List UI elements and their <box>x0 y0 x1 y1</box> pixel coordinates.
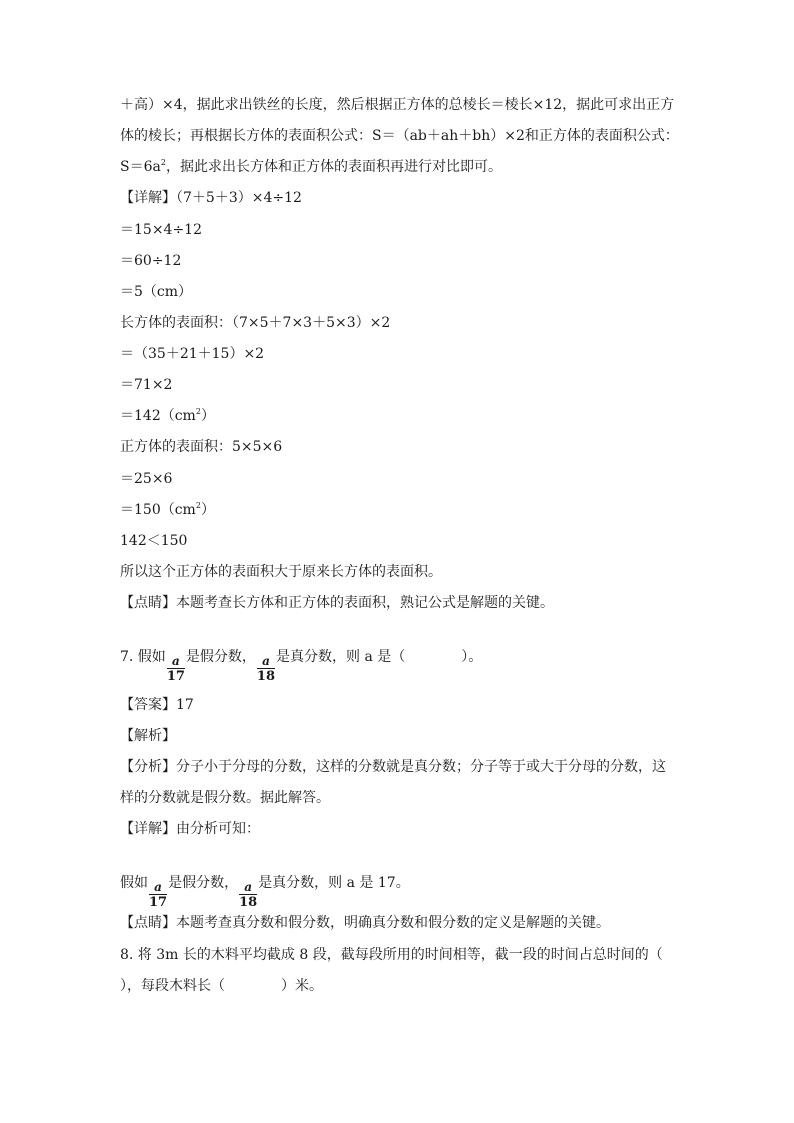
analysis-heading: 【解析】 <box>120 728 176 744</box>
fraction-a-over-17: $\frac{a}{17}$ <box>166 654 185 684</box>
text-line: 正方体的表面积：5×5×6 <box>120 439 283 455</box>
text-line: 长方体的表面积：（7×5＋7×3＋5×3）×2 <box>120 315 391 331</box>
fraction-a-over-18: $\frac{a}{18}$ <box>256 654 275 684</box>
fraction-a-over-18: $\frac{a}{18}$ <box>239 880 258 910</box>
text-line: 【点睛】本题考查长方体和正方体的表面积，熟记公式是解题的关键。 <box>120 595 554 611</box>
text-line: ＝60÷12 <box>120 253 182 269</box>
fraction-a-over-17: $\frac{a}{17}$ <box>149 880 168 910</box>
comment-line: 【点睛】本题考查真分数和假分数，明确真分数和假分数的定义是解题的关键。 <box>120 915 610 931</box>
text-line: 【分析】分子小于分母的分数，这样的分数就是真分数；分子等于或大于分母的分数，这 <box>120 759 666 775</box>
text-line: 142＜150 <box>120 533 188 549</box>
text-line: $=142(cm^2)$ <box>120 407 215 424</box>
detail-line: 假如 $\frac{a}{17}$ 是假分数， $\frac{a}{18}$ 是真分数，则 a 是 17。 <box>120 875 410 910</box>
text-line: 体的棱长；再根据长方体的表面积公式：S＝（ab＋ah＋bh）×2和正方体的表面积公式： <box>120 128 679 144</box>
text-line: $S=6a^2$，据此求出长方体和正方体的表面积再进行对比即可。 <box>120 158 502 175</box>
text-line: ＝25×6 <box>120 471 173 487</box>
text-line: 所以这个正方体的表面积大于原来长方体的表面积。 <box>120 564 442 580</box>
text-line: 【详解】（7＋5＋3）×4÷12 <box>120 190 302 206</box>
question-8: 8. 将 3m 长的木料平均截成 8 段，截每段所用的时间相等，截一段的时间占总时间的（ <box>120 947 663 963</box>
text-line: ＝15×4÷12 <box>120 222 202 238</box>
text-line: ＝（35＋21＋15）×2 <box>120 346 265 362</box>
text-line: ＋高）×4，据此求出铁丝的长度，然后根据正方体的总棱长＝棱长×12，据此可求出正方 <box>120 97 675 113</box>
question-7: 7. 假如 $\frac{a}{17}$ 是假分数， $\frac{a}{18}$ 是真分数，则 a 是（ ）。 <box>120 649 483 684</box>
detail-heading: 【详解】由分析可知： <box>120 821 260 837</box>
answer-line: 【答案】17 <box>120 697 194 713</box>
question-8-cont: ），每段木料长（ ）米。 <box>120 978 323 994</box>
text-line: 样的分数就是假分数。据此解答。 <box>120 790 330 806</box>
text-line: ＝5（cm） <box>120 284 193 300</box>
text-line: ＝71×2 <box>120 377 173 393</box>
text-line: $=150(cm^2)$ <box>120 501 215 518</box>
